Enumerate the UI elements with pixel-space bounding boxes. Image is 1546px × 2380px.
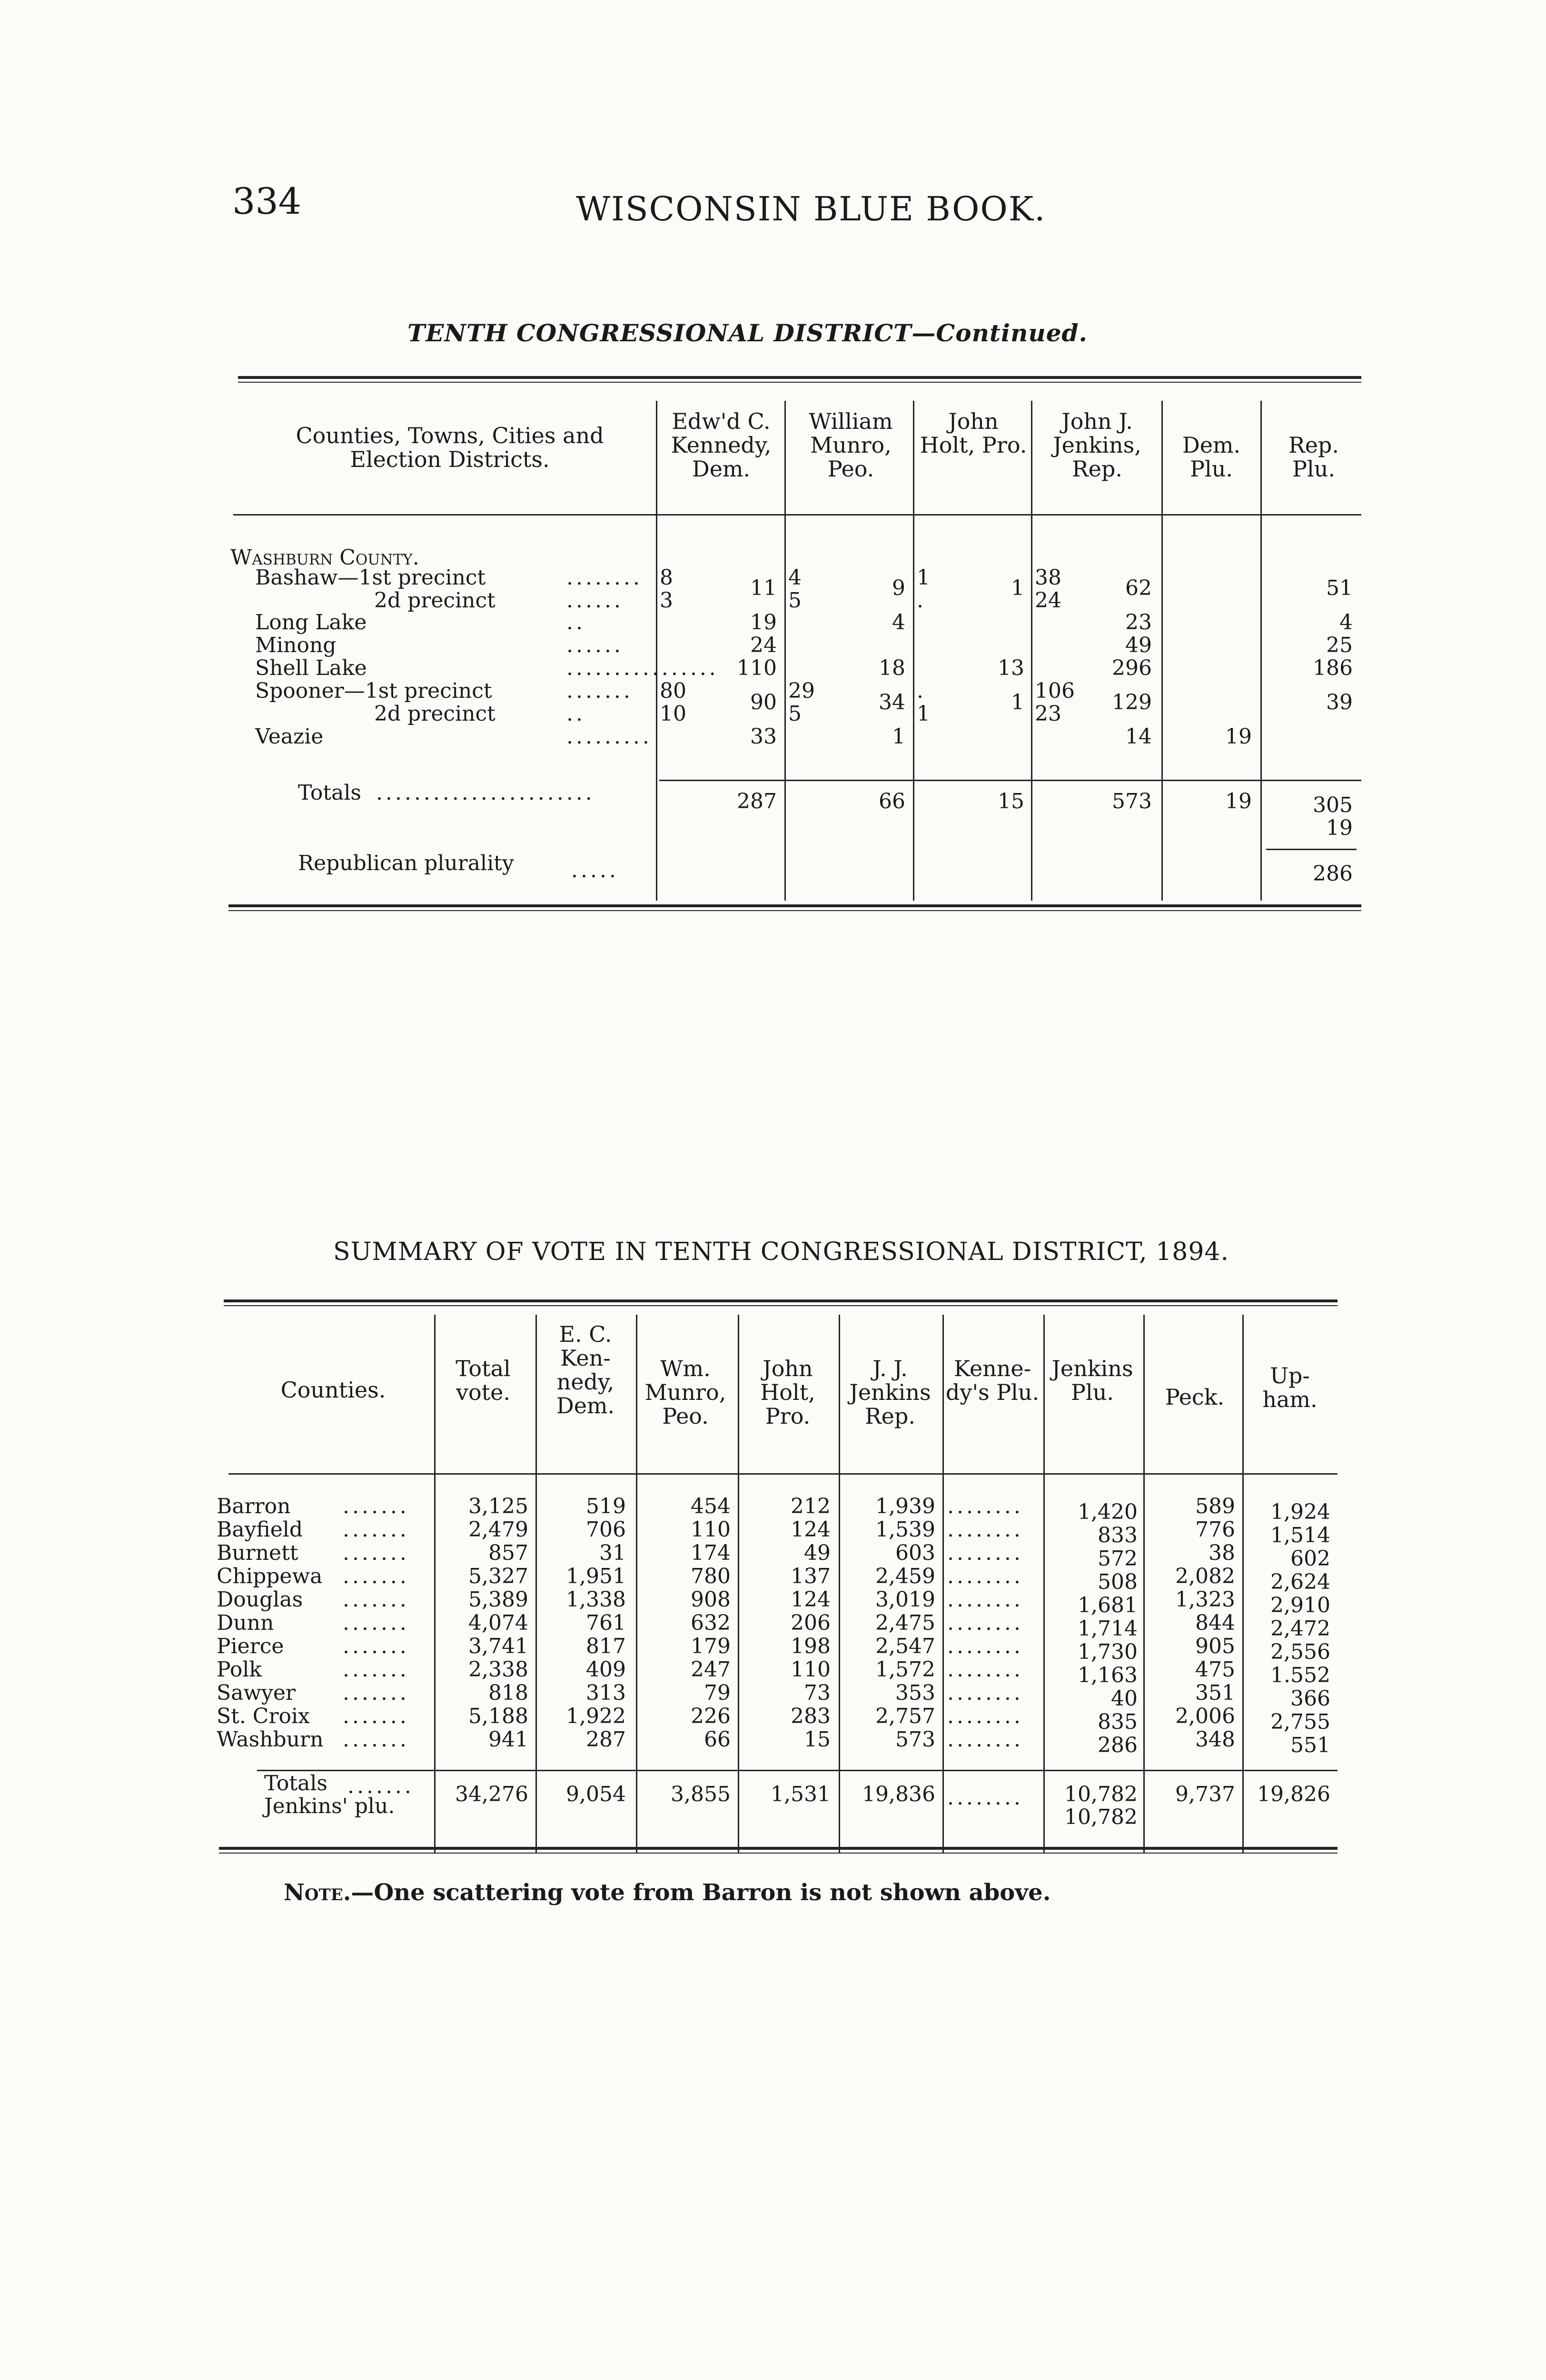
cell-jplu: 1,730 [1078,1640,1138,1664]
cell-peck: 1,323 [1175,1587,1235,1612]
sum-totals-upham: 19,826 [1257,1782,1330,1806]
plurality-label: Republican plurality [298,851,514,875]
sum-totals-holt: 1,531 [771,1782,831,1806]
cell-total: 857 [488,1541,528,1565]
rep-plu: 186 [1313,656,1353,680]
jenkins-plu-label: Jenkins' plu. [264,1794,395,1818]
kennedy-part: 10 [660,702,686,726]
cell-holt: 49 [804,1541,831,1565]
kennedy-plu-leader: ........ [947,1587,1023,1612]
cell-munro: 174 [691,1541,731,1565]
district-name: Veazie [255,724,324,749]
cell-peck: 2,082 [1175,1564,1235,1588]
kennedy-plu-leader: ........ [947,1541,1023,1565]
cell-upham: 2,472 [1270,1616,1330,1641]
cell-munro: 908 [691,1587,731,1612]
county-label: Washburn County. [230,545,419,570]
sum-header-counties: Counties. [280,1377,386,1403]
jenkins-votes: 62 [1125,576,1152,600]
cell-total: 2,338 [468,1657,528,1682]
county-name: Dunn [217,1611,274,1635]
page-number: 334 [232,180,302,222]
kennedy-plu-leader: ........ [947,1681,1023,1705]
totals-munro: 66 [879,789,905,813]
cell-holt: 137 [791,1564,831,1588]
leader-dots: ....... [343,1634,409,1658]
cell-peck: 905 [1195,1634,1235,1658]
cell-munro: 66 [704,1727,731,1752]
cell-jplu: 40 [1111,1686,1138,1711]
cell-upham: 1,514 [1270,1523,1330,1547]
cell-upham: 602 [1290,1547,1330,1571]
cell-jplu: 572 [1098,1547,1138,1571]
cell-upham: 2,755 [1270,1710,1330,1734]
totals-leader: ....................... [376,781,595,805]
sum-header-upham: Up-ham. [1262,1363,1318,1412]
col-header-district: Counties, Towns, Cities and Election Districts. [296,423,604,472]
leader-dots: ....... [343,1657,409,1682]
cell-jplu: 508 [1098,1570,1138,1594]
munro-part: 29 [788,679,815,703]
cell-kennedy: 519 [586,1494,626,1518]
cell-holt: 283 [791,1704,831,1728]
jenkins-plu-value: 10,782 [1064,1805,1138,1829]
rep-plu: 25 [1326,633,1353,657]
cell-holt: 15 [804,1727,831,1752]
leader-dots: ....... [343,1494,409,1518]
cell-jplu: 286 [1098,1733,1138,1757]
cell-kennedy: 817 [586,1634,626,1658]
totals-jenkins: 573 [1112,789,1152,813]
holt-part: 1 [917,565,930,590]
kennedy-votes: 24 [750,633,777,657]
kennedy-plu-leader: ........ [947,1657,1023,1682]
sum-totals-total: 34,276 [455,1782,528,1806]
kennedy-plu-leader: ........ [947,1727,1023,1752]
cell-jenkins: 2,459 [875,1564,935,1588]
leader-dots: ....... [343,1611,409,1635]
sum-totals-label: Totals [264,1771,327,1795]
district-name: Minong [255,633,337,657]
county-name: Barron [217,1494,291,1518]
sum-totals-leader: ....... [347,1774,414,1798]
cell-munro: 179 [691,1634,731,1658]
munro-votes: 34 [879,690,905,714]
holt-part: . [917,679,923,703]
totals-rep-plu-2: 19 [1326,816,1353,840]
leader-dots: ....... [343,1587,409,1612]
kennedy-part: 80 [660,679,686,703]
county-name: Polk [217,1657,262,1682]
leader-dots: ....... [343,1681,409,1705]
cell-jenkins: 2,547 [875,1634,935,1658]
dem-plu: 19 [1225,724,1252,749]
cell-munro: 226 [691,1704,731,1728]
cell-kennedy: 706 [586,1517,626,1542]
cell-kennedy: 1,951 [566,1564,626,1588]
kennedy-plu-leader: ........ [947,1611,1023,1635]
county-name: Douglas [217,1587,303,1612]
munro-part: 4 [788,565,802,590]
kennedy-votes: 19 [750,610,777,635]
county-name: Bayfield [217,1517,303,1542]
col-header-dem-plu: Dem. Plu. [1182,432,1241,482]
county-name: Washburn [217,1727,324,1752]
cell-munro: 632 [691,1611,731,1635]
sum-totals-jenkins: 19,836 [862,1782,935,1806]
cell-jenkins: 353 [895,1681,935,1705]
cell-jenkins: 2,757 [875,1704,935,1728]
kennedy-part: 3 [660,588,673,613]
cell-total: 3,125 [468,1494,528,1518]
sum-col-separator [1143,1315,1145,1853]
sum-header-jenkins: J. J. Jenkins Rep. [849,1356,931,1429]
leader-dots: ................ [566,656,719,680]
kennedy-plu-leader: ........ [947,1634,1023,1658]
kennedy-plu-leader: ........ [947,1564,1023,1588]
leader-dots: ....... [566,679,633,703]
col-header-munro: William Munro, Peo. [809,408,893,482]
kennedy-plu-leader: ........ [947,1494,1023,1518]
cell-kennedy: 287 [586,1727,626,1752]
rep-plu: 4 [1339,610,1353,635]
sum-totals-rule [257,1770,1338,1771]
cell-upham: 551 [1290,1733,1330,1757]
jenkins-votes: 14 [1125,724,1152,749]
summary-title: SUMMARY OF VOTE IN TENTH CONGRESSIONAL DISTRICT, 1894. [333,1238,1229,1266]
cell-upham: 2,910 [1270,1593,1330,1617]
cell-peck: 475 [1195,1657,1235,1682]
cell-kennedy: 313 [586,1681,626,1705]
cell-upham: 2,556 [1270,1640,1330,1664]
cell-jenkins: 603 [895,1541,935,1565]
county-name: Pierce [217,1634,284,1658]
county-name: St. Croix [217,1704,310,1728]
sum-col-separator [839,1315,840,1853]
cell-total: 941 [488,1727,528,1752]
sum-header-total: Total vote. [456,1356,511,1405]
holt-votes: 13 [998,656,1024,680]
munro-votes: 4 [892,610,905,635]
kennedy-votes: 11 [750,576,777,600]
cell-jplu: 1,681 [1078,1593,1138,1617]
col-header-jenkins: John J. Jenkins, Rep. [1053,408,1141,482]
summary-bottom-rule [219,1847,1338,1854]
sum-col-separator [738,1315,739,1853]
kennedy-votes: 90 [750,690,777,714]
col-header-rep-plu: Rep. Plu. [1288,432,1339,482]
kennedy-plu-leader: ........ [947,1517,1023,1542]
totals-holt: 15 [998,789,1024,813]
cell-peck: 844 [1195,1611,1235,1635]
sum-totals-munro: 3,855 [671,1782,731,1806]
sum-col-separator [434,1315,436,1853]
jenkins-votes: 129 [1112,690,1152,714]
leader-dots: .. [566,702,585,726]
leader-dots: ....... [343,1727,409,1752]
cell-peck: 776 [1195,1517,1235,1542]
leader-dots: ...... [566,633,624,657]
cell-kennedy: 1,922 [566,1704,626,1728]
jenkins-part: 24 [1035,588,1061,613]
munro-votes: 18 [879,656,905,680]
cell-holt: 124 [791,1587,831,1612]
cell-upham: 1.552 [1270,1663,1330,1687]
cell-holt: 73 [804,1681,831,1705]
sum-col-separator [535,1315,537,1853]
sum-col-separator [942,1315,944,1853]
cell-jplu: 835 [1098,1710,1138,1734]
munro-votes: 9 [892,576,905,600]
cell-munro: 454 [691,1494,731,1518]
rep-plu: 51 [1326,576,1353,600]
kennedy-plu-leader: ........ [947,1704,1023,1728]
note-label: Note. [284,1879,351,1906]
sum-header-peck: Peck. [1165,1384,1225,1410]
totals-label: Totals [298,781,361,805]
cell-jenkins: 1,572 [875,1657,935,1682]
leader-dots: ........ [566,565,643,590]
cell-holt: 198 [791,1634,831,1658]
county-name: Sawyer [217,1681,296,1705]
cell-kennedy: 31 [599,1541,626,1565]
cell-munro: 780 [691,1564,731,1588]
leader-dots: ....... [343,1704,409,1728]
sum-header-munro: Wm. Munro, Peo. [644,1356,726,1429]
cell-peck: 348 [1195,1727,1235,1752]
cell-holt: 206 [791,1611,831,1635]
cell-jenkins: 573 [895,1727,935,1752]
sum-col-separator [1043,1315,1045,1853]
cell-total: 5,389 [468,1587,528,1612]
sum-header-rule [228,1473,1338,1475]
sum-header-kennedy: E. C. Ken-nedy, Dem. [556,1321,615,1418]
note-text: —One scattering vote from Barron is not shown above. [351,1879,1051,1906]
cell-kennedy: 409 [586,1657,626,1682]
cell-peck: 351 [1195,1681,1235,1705]
cell-jplu: 833 [1098,1523,1138,1547]
district-name: 2d precinct [374,702,496,726]
jenkins-part: 106 [1035,679,1075,703]
leader-dots: ......... [566,724,652,749]
leader-dots: .. [566,610,585,635]
cell-jenkins: 1,939 [875,1494,935,1518]
leader-dots: ...... [566,588,624,613]
cell-munro: 247 [691,1657,731,1682]
totals-kennedy: 287 [737,789,777,813]
sum-header-jenkins-plu: Jenkins Plu. [1051,1356,1133,1405]
cell-total: 5,327 [468,1564,528,1588]
cell-munro: 79 [704,1681,731,1705]
section-title: TENTH CONGRESSIONAL DISTRICT—Continued. [407,319,1088,347]
plurality-leader: ..... [571,858,619,883]
kennedy-part: 8 [660,565,673,590]
sum-header-kennedy-plu: Kenne-dy's Plu. [945,1356,1040,1405]
cell-jenkins: 2,475 [875,1611,935,1635]
district-name: 2d precinct [374,588,496,613]
cell-peck: 38 [1209,1541,1235,1565]
district-name: Shell Lake [255,656,367,680]
rep-plu: 39 [1326,690,1353,714]
totals-dem-plu: 19 [1225,789,1252,813]
sum-totals-kplu-leader: ........ [947,1785,1023,1810]
cell-munro: 110 [691,1517,731,1542]
jenkins-part: 23 [1035,702,1061,726]
leader-dots: ....... [343,1517,409,1542]
summary-top-rule [224,1299,1338,1306]
cell-holt: 124 [791,1517,831,1542]
kennedy-votes: 33 [750,724,777,749]
cell-holt: 110 [791,1657,831,1682]
munro-part: 5 [788,588,802,613]
cell-peck: 589 [1195,1494,1235,1518]
cell-holt: 212 [791,1494,831,1518]
cell-upham: 366 [1290,1686,1330,1711]
cell-total: 5,188 [468,1704,528,1728]
district-name: Bashaw—1st precinct [255,565,486,590]
sum-col-separator [636,1315,637,1853]
cell-jplu: 1,714 [1078,1616,1138,1641]
holt-part: 1 [917,702,930,726]
sum-totals-peck: 9,737 [1175,1782,1235,1806]
cell-total: 3,741 [468,1634,528,1658]
plurality-value: 286 [1313,862,1353,886]
cell-jenkins: 3,019 [875,1587,935,1612]
sum-totals-kennedy: 9,054 [566,1782,626,1806]
cell-upham: 2,624 [1270,1570,1330,1594]
sum-totals-jenkins-plu: 10,782 [1064,1782,1138,1806]
holt-votes: 1 [1011,576,1024,600]
munro-votes: 1 [892,724,905,749]
cell-upham: 1,924 [1270,1500,1330,1524]
district-name: Long Lake [255,610,367,635]
county-name: Chippewa [217,1564,323,1588]
cell-kennedy: 1,338 [566,1587,626,1612]
jenkins-votes: 23 [1125,610,1152,635]
leader-dots: ....... [343,1564,409,1588]
jenkins-votes: 49 [1125,633,1152,657]
holt-part: . [917,588,923,613]
jenkins-part: 38 [1035,565,1061,590]
cell-jenkins: 1,539 [875,1517,935,1542]
running-head: WISCONSIN BLUE BOOK. [576,189,1046,228]
sum-col-separator [1242,1315,1244,1853]
holt-votes: 1 [1011,690,1024,714]
leader-dots: ....... [343,1541,409,1565]
cell-kennedy: 761 [586,1611,626,1635]
cell-peck: 2,006 [1175,1704,1235,1728]
footnote [284,1879,1050,1906]
county-name: Burnett [217,1541,298,1565]
district-name: Spooner—1st precinct [255,679,492,703]
col-header-kennedy: Edw'd C. Kennedy, Dem. [671,408,772,482]
munro-part: 5 [788,702,802,726]
cell-jplu: 1,420 [1078,1500,1138,1524]
cell-total: 2,479 [468,1517,528,1542]
kennedy-votes: 110 [737,656,777,680]
col-header-holt: John Holt, Pro. [920,408,1027,458]
cell-total: 4,074 [468,1611,528,1635]
cell-total: 818 [488,1681,528,1705]
sum-header-holt: John Holt, Pro. [760,1356,815,1429]
jenkins-votes: 296 [1112,656,1152,680]
totals-rep-plu: 305 [1313,793,1353,817]
cell-jplu: 1,163 [1078,1663,1138,1687]
